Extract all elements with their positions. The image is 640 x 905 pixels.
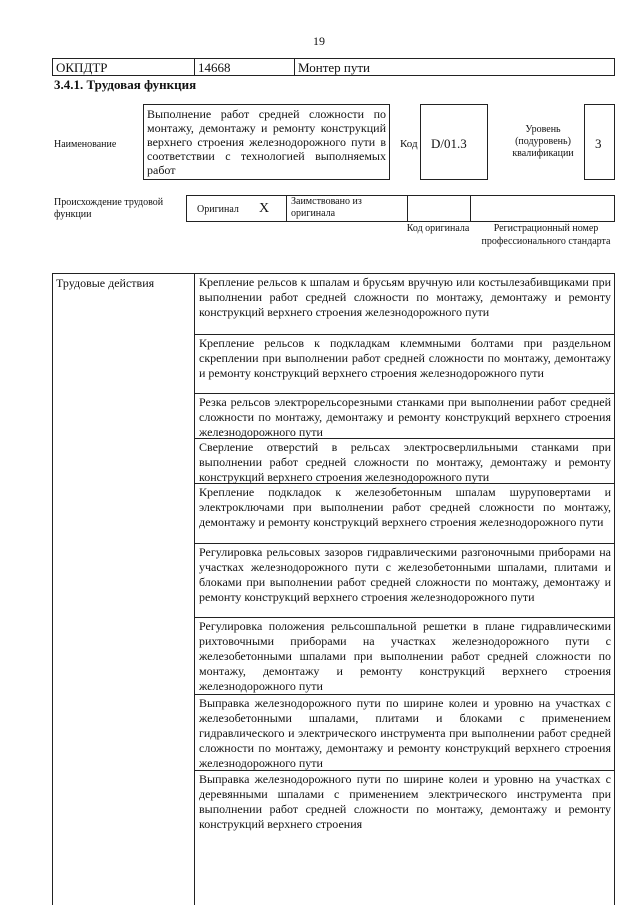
action-item: Резка рельсов электрорельсорезными станками при выполнении работ средней сложности по монтажу, демонтажу и ремонту конструкций верхнего строения железнодорожного пути <box>195 394 615 439</box>
action-item: Сверление отверстий в рельсах электросверлильными станками при выполнении работ средней сложности по монтажу, демонтажу и ремонту конструкций верхнего строения железнодорожного пути <box>195 439 615 484</box>
original-label: Оригинал <box>197 204 239 215</box>
function-name-text: Выполнение работ средней сложности по монтажу, демонтажу и ремонту конструкций верхнего строения железнодорожного пути в соответствии с технологией выполняемых работ <box>143 104 390 180</box>
action-item: Крепление подкладок к железобетонным шпалам шуруповертами и электроключами при выполнении работ средней сложности по монтажу, демонтажу и ремонту конструкций верхнего строения железнодорожного пути <box>195 484 615 544</box>
section-title: 3.4.1. Трудовая функция <box>54 77 197 92</box>
okpdtr-label: ОКПДТР <box>56 60 108 75</box>
origin-divider-2 <box>407 195 408 222</box>
origin-divider-1 <box>286 195 287 222</box>
function-code-label: Код <box>400 138 418 150</box>
reg-number-label: Регистрационный номер профессионального стандарта <box>481 223 611 247</box>
page-number: 19 <box>313 34 325 48</box>
function-name-label: Наименование <box>54 139 117 150</box>
qualification-level-value: 3 <box>595 136 602 151</box>
code-original-label: Код оригинала <box>406 223 470 234</box>
original-mark: X <box>259 201 270 216</box>
okpdtr-code: 14668 <box>198 60 231 75</box>
action-item: Регулировка положения рельсошпальной решетки в плане гидравлическими рихтовочными приборами на участках железнодорожного пути с железобетонными шпалами при выполнении работ средней сложности по монтажу, демонтажу и ремонту конструкций верхнего строения железнодорожного пути <box>195 618 615 695</box>
action-item: Выправка железнодорожного пути по ширине колеи и уровню на участках с железобетонными шпалами, плитами и блоками с применением гидравлического и электрического инструмента при выполнении работ средней сложности по монтажу, демонтажу и ремонту конструкций верхнего строения железнодорожного пути <box>195 695 615 771</box>
borrowed-label: Заимствовано из оригинала <box>291 196 362 219</box>
origin-label: Происхождение трудовой функции <box>54 197 164 220</box>
action-item: Крепление рельсов к подкладкам клеммными болтами при раздельном скреплении при выполнении работ средней сложности по монтажу, демонтажу и ремонту конструкций верхнего строения железнодорожного пути <box>195 335 615 394</box>
profession-name: Монтер пути <box>298 60 370 75</box>
action-item: Регулировка рельсовых зазоров гидравлическими разгоночными приборами на участках железнодорожного пути с железобетонными шпалами, плитами и блоками при выполнении работ средней сложности по монтажу, демонтажу и ремонту конструкций верхнего строения железнодорожного пути <box>195 544 615 618</box>
qualification-level-label: Уровень (подуровень) квалификации <box>512 124 574 159</box>
function-code-value: D/01.3 <box>431 136 467 151</box>
okpdtr-divider-1 <box>194 58 195 76</box>
origin-divider-3 <box>470 195 471 222</box>
actions-label: Трудовые действия <box>56 276 155 290</box>
action-item: Крепление рельсов к шпалам и брусьям вручную или костылезабивщиками при выполнении работ средней сложности по монтажу, демонтажу и ремонту конструкций верхнего строения железнодорожного пути <box>195 274 615 335</box>
okpdtr-divider-2 <box>294 58 295 76</box>
action-item: Выправка железнодорожного пути по ширине колеи и уровню на участках с деревянными шпалами с применением электрического инструмента при выполнении работ средней сложности по монтажу, демонтажу и ремонту конструкций верхнего строения <box>199 772 611 831</box>
